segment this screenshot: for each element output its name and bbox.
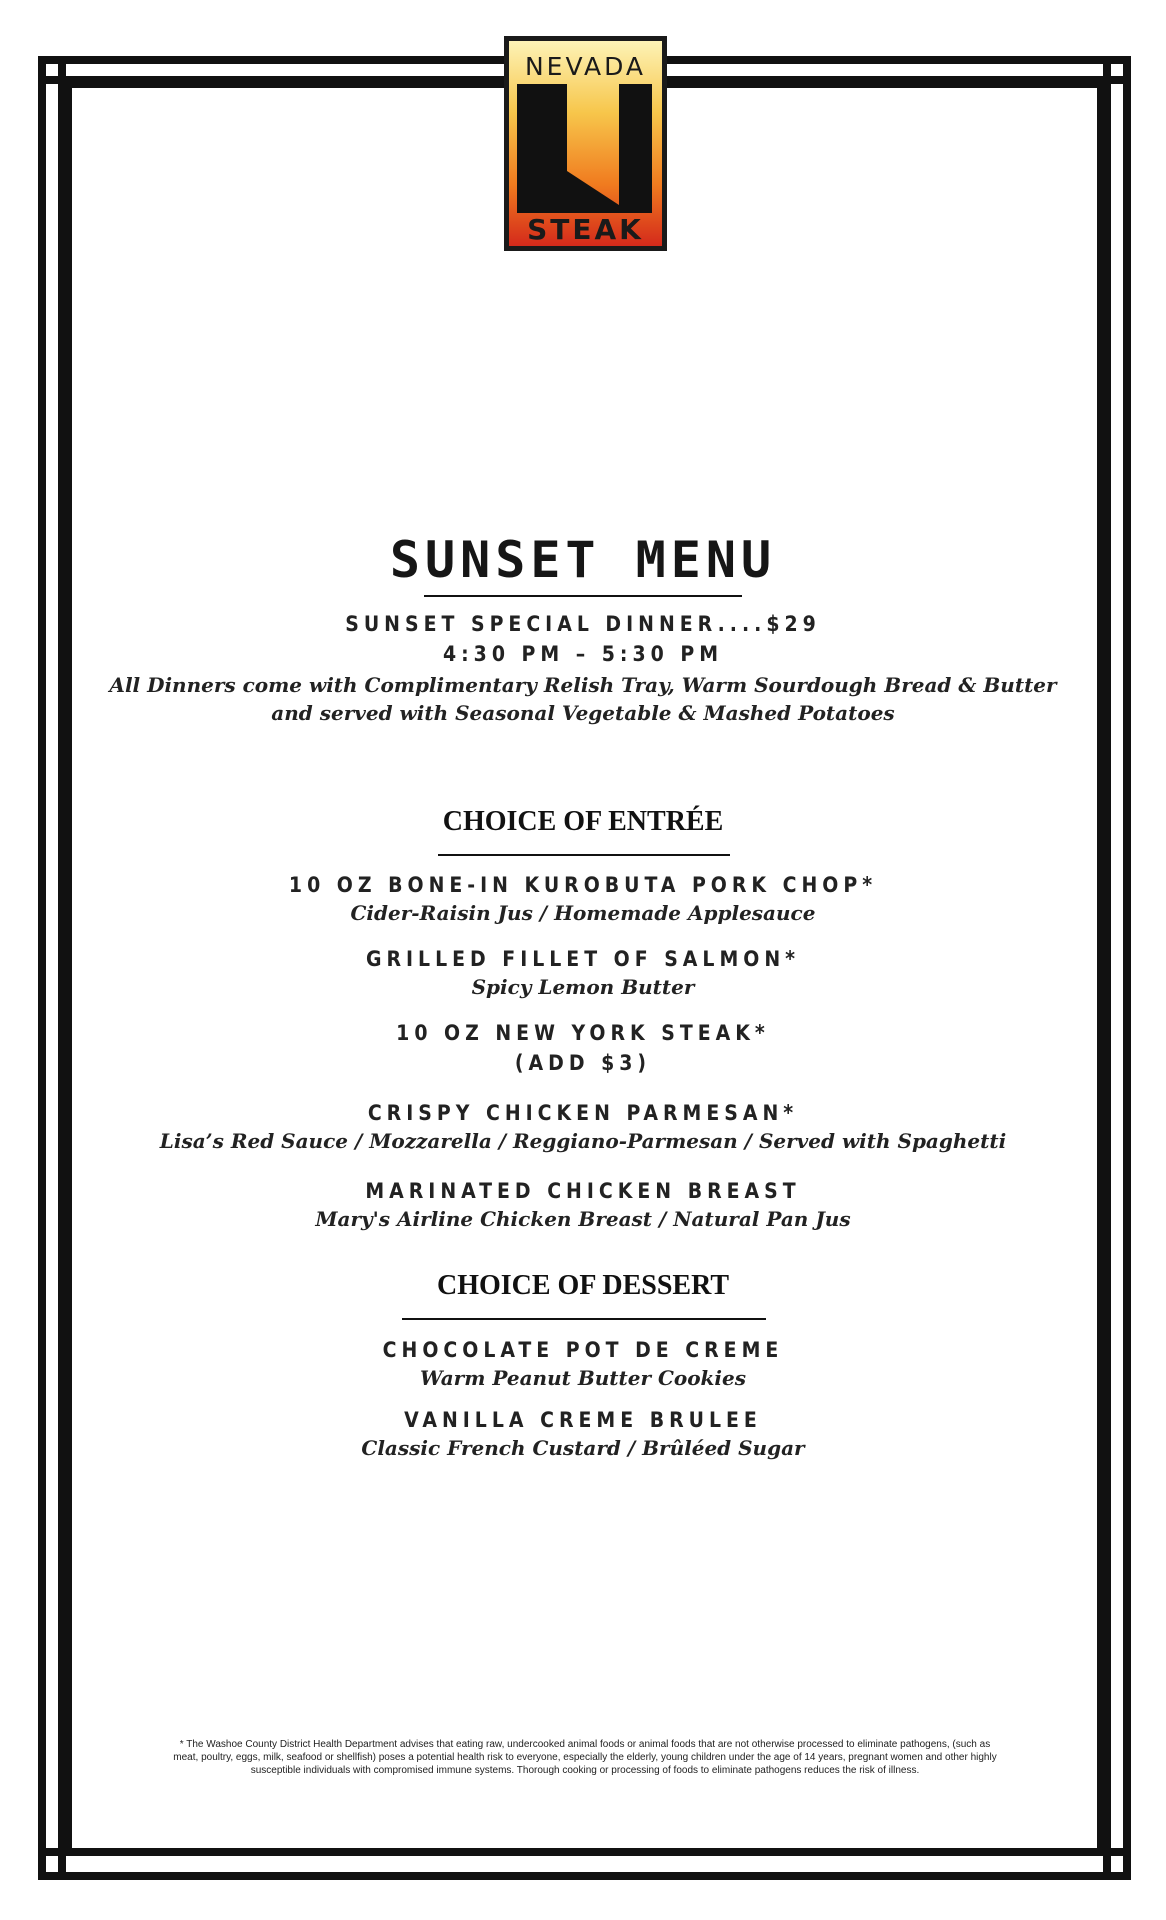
dessert-item-name: CHOCOLATE POT DE CREME (382, 1338, 784, 1362)
entree-item-description: Mary's Airline Chicken Breast / Natural Pan Jus (315, 1207, 851, 1231)
dessert-heading: CHOICE OF DESSERT (436, 1270, 730, 1301)
nevada-steak-logo (504, 36, 667, 251)
menu-title: SUNSET MENU (389, 531, 777, 589)
dessert-item-description: Warm Peanut Butter Cookies (420, 1366, 746, 1390)
logo-mark (509, 41, 662, 246)
intro-line-1: All Dinners come with Complimentary Relish Tray, Warm Sourdough Bread & Butter (109, 673, 1057, 697)
entree-item-description: Spicy Lemon Butter (471, 975, 695, 999)
title-underline (424, 595, 742, 597)
dessert-item-description: Classic French Custard / Brûléed Sugar (361, 1436, 805, 1460)
entree-item-name: GRILLED FILLET OF SALMON* (365, 947, 801, 971)
entree-item-name: CRISPY CHICKEN PARMESAN* (367, 1101, 799, 1125)
entree-item-name: 10 OZ BONE-IN KUROBUTA PORK CHOP* (288, 873, 878, 897)
logo-top-text: NEVADA (524, 52, 647, 81)
dessert-item-name: VANILLA CREME BRULEE (404, 1408, 762, 1432)
menu-content (76, 0, 1090, 1920)
entree-item-name: MARINATED CHICKEN BREAST (365, 1179, 801, 1203)
special-hours: 4:30 PM – 5:30 PM (442, 642, 724, 666)
entree-item-description: Lisa’s Red Sauce / Mozzarella / Reggiano-Parmesan / Served with Spaghetti (159, 1129, 1007, 1153)
frame-crossbar-right (1103, 56, 1111, 1880)
frame-crossbar-left (58, 56, 66, 1880)
logo-bottom-text: STEAK (527, 213, 644, 246)
health-disclaimer: * The Washoe County District Health Department advises that eating raw, undercooked animal foods or animal foods that are not otherwise processed to eliminate pathogens, (such as meat, poultry, eggs, milk, seafood or shellfish) poses a potential health risk to everyone, especially the elderly, young children under the age of 14 years, pregnant women and other highly susceptible individuals with compromised immune systems. Thorough cooking or processing of foods to eliminate pathogens reduces the risk of illness. (173, 1739, 997, 1776)
entree-heading: CHOICE OF ENTRÉE (442, 806, 724, 837)
entree-item-name: 10 OZ NEW YORK STEAK* (396, 1021, 770, 1045)
entree-item-description: Cider-Raisin Jus / Homemade Applesauce (350, 901, 816, 925)
entree-heading-underline (438, 854, 730, 856)
dessert-heading-underline (402, 1318, 766, 1320)
intro-line-2: and served with Seasonal Vegetable & Mashed Potatoes (271, 701, 895, 725)
special-price: SUNSET SPECIAL DINNER....$29 (345, 612, 821, 636)
entree-item-addon: (ADD $3) (514, 1051, 652, 1075)
